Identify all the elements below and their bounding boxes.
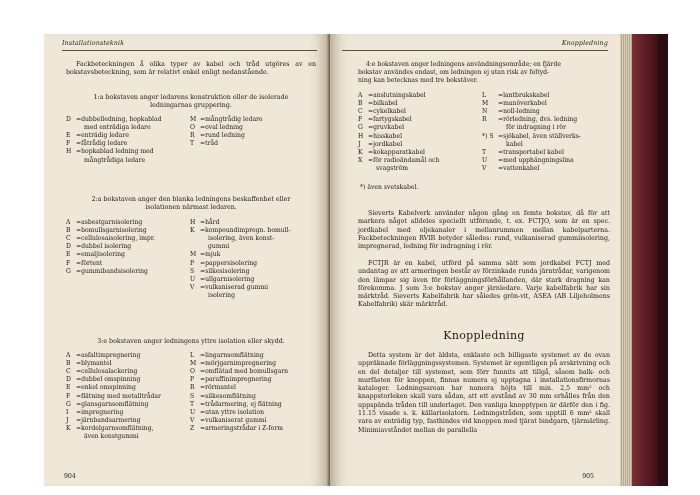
item-definition: =paraffinimpregnering: [200, 376, 272, 384]
page-number: 904: [64, 473, 76, 480]
section3-heading: 3:e bokstaven anger ledningens yttre isolation eller skydd.: [97, 338, 285, 345]
list-item: [190, 368, 288, 376]
item-key: J: [66, 416, 69, 424]
item-key: M: [190, 360, 197, 368]
item-key: S: [190, 392, 195, 400]
item-key: L: [482, 92, 487, 99]
paragraph: FCTJR är en kabel, utförd på samma sätt som jordkabel FCTJ med undantag av att armeringen består av förzinkade runda järntrådar, varigenom den lämpar sig även för förläggningsförhållanden, där stark dragning kan förekomma. J som 3:e bokstav anger järnledare. Varje kabelfabrik har sin märktråd. Sieverts Kabelfabrik har således grön-vit, ASEA (AB Liljeholmens Kabelfabrik) skär märktråd.: [358, 260, 610, 309]
list-item: [358, 100, 398, 108]
list-item-continuation: [66, 124, 151, 132]
list-item: [358, 149, 425, 157]
item-key: H: [358, 132, 364, 140]
item-definition: =silkesisolering: [200, 267, 250, 275]
item-definition: =gruvkabel: [368, 124, 405, 132]
item-key: B: [66, 227, 71, 235]
item-definition: =cykelkabel: [368, 108, 406, 116]
item-definition: =noll-ledning: [498, 108, 540, 116]
item-key: X: [358, 156, 363, 164]
item-definition: =hård: [200, 219, 220, 226]
list-item: [482, 149, 564, 157]
item-key: T: [190, 400, 195, 408]
item-key: F: [66, 259, 71, 267]
item-definition: =silkesomflätning: [200, 392, 256, 400]
list-item: [66, 384, 136, 392]
list-item: [358, 157, 439, 165]
item-definition: =hisskabel: [368, 132, 403, 140]
item-definition: även konstgummi: [84, 433, 139, 440]
list-item: [482, 165, 539, 173]
list-item: [190, 260, 257, 268]
list-item: [66, 260, 102, 268]
list-item: [66, 401, 148, 409]
list-item: [190, 132, 245, 140]
item-key: G: [66, 400, 71, 408]
left-page: [44, 34, 328, 486]
item-definition: =pappersisolering: [200, 259, 258, 267]
item-key: I: [66, 408, 69, 416]
item-key: A: [358, 92, 363, 99]
item-key: V: [482, 164, 487, 172]
list-item: [66, 116, 162, 124]
item-key: F: [66, 140, 71, 148]
book-cover-edge: [620, 28, 674, 490]
item-key: R: [190, 384, 195, 392]
intro-paragraph: Fackbeteckningen å olika typer av kabel och tråd utgöres av en bokstavsbeteckning, som är relativt enkel enligt nedanstående.: [66, 61, 316, 77]
item-key: C: [66, 235, 71, 243]
item-key: K: [358, 148, 363, 156]
item-key: *) S: [482, 132, 494, 140]
list-item: [66, 409, 123, 417]
item-key: D: [66, 116, 71, 123]
item-definition: =lingarnsomflätning: [200, 352, 264, 359]
item-key: H: [66, 148, 72, 156]
item-definition: =gummibandsisolering: [76, 267, 148, 275]
list-item: [482, 116, 577, 124]
list-item-continuation: [482, 124, 566, 132]
list-item: [66, 368, 137, 376]
item-key: R: [482, 116, 487, 124]
item-key: T: [482, 148, 487, 156]
item-key: R: [190, 132, 195, 140]
right-page: [330, 34, 620, 486]
item-definition: =dubbelledning, hopkablad: [76, 116, 162, 123]
section4-intro-line: ning kan betecknas med tre bokstäver.: [358, 77, 478, 84]
item-definition: med enträdiga ledare: [84, 124, 151, 132]
item-definition: =fartygskabel: [368, 116, 412, 124]
item-key: E: [66, 384, 71, 392]
list-item-continuation: [190, 235, 274, 243]
item-key: B: [358, 100, 363, 108]
item-key: L: [190, 352, 195, 359]
item-key: P: [190, 259, 195, 267]
item-key: C: [358, 108, 363, 116]
footnote: *) även svetskabel.: [360, 184, 419, 191]
item-definition: =mångtrådig ledare: [200, 116, 263, 123]
list-item-continuation: [190, 243, 229, 251]
item-key: E: [66, 132, 71, 140]
item-definition: =ullgarnisolering: [200, 275, 255, 283]
item-definition: =blymantel: [76, 360, 112, 368]
section1-heading-line1: 1:a bokstaven anger ledarens konstruktion eller de isolerade: [93, 94, 289, 101]
item-key: A: [66, 219, 71, 226]
list-item: [358, 116, 412, 124]
list-item: [358, 141, 402, 149]
list-item: [190, 376, 272, 384]
item-key: S: [190, 267, 195, 275]
item-definition: =för radioändamål och: [368, 156, 440, 164]
paragraph: Detta system är det äldsta, enklaste och billigaste systemet av de ovan uppräknade förläggningssystemen. Systemet är egentligen på avskrivning och en del detaljer till systemet, som förr funnits att tillgå, såsom balk- och murfästen för knoppen, finnas numera ej upptagna i installationsfirmornas kataloger. Ledningsarean har numera höjts till min. 2,5 mm² och knappstorleken skall vara sådan, att ett avstånd av 30 mm erhålles från den uppspända tråden till underlaget. Den vanliga knopptypen är därför den i fig. 11.15 visade s. k. källarisolatorn. Ledningstråden, som upptill 6 mm² skall vara av enträdig typ, fasthindes vid knoppen med tjärat bindgarn, tjärmärling. Minimiavståndet mellan de parallella: [358, 352, 610, 434]
item-key: T: [190, 140, 195, 148]
list-item: [358, 108, 406, 116]
running-header: Knoppledning: [561, 40, 608, 47]
section-title: Knoppledning: [443, 329, 525, 342]
item-key: D: [66, 376, 71, 384]
item-definition: =sjökabel, även ställverks-: [498, 132, 581, 140]
item-key: Z: [190, 424, 195, 432]
item-key: B: [66, 360, 71, 368]
page-number: 905: [582, 473, 594, 480]
list-item: [66, 219, 142, 227]
item-key: F: [66, 392, 71, 400]
item-definition: =asfaltimpregnering: [76, 352, 141, 359]
item-definition: =tråd: [200, 140, 219, 148]
item-definition: =cellulosalackering: [76, 368, 138, 376]
item-definition: =cellulosaisolering, impr.: [76, 235, 155, 243]
list-item: [66, 243, 131, 251]
list-item: [190, 227, 291, 235]
item-key: E: [66, 251, 71, 259]
section4-intro-line: 4:e bokstaven anger ledningens användningsområde; en fjärde: [366, 61, 561, 68]
item-definition: =vulkaniserat gummi: [200, 416, 267, 424]
item-definition: =enkel omspinning: [76, 384, 136, 392]
item-definition: =kokapparatkabel: [368, 148, 426, 156]
list-item: [190, 251, 220, 259]
item-definition: =glansgarnsomflätning: [76, 400, 149, 408]
list-item: [66, 393, 161, 401]
header-rule: [62, 50, 317, 51]
item-key: U: [190, 275, 196, 283]
item-definition: =rund ledning: [200, 132, 245, 140]
list-item: [190, 124, 243, 132]
list-item: [66, 235, 155, 243]
list-item: [66, 376, 140, 384]
section2-heading-line1: 2:a bokstaven anger den blanka ledningens beskaffenhet eller: [91, 196, 291, 203]
list-item-continuation: [190, 292, 235, 300]
list-item: [66, 425, 154, 433]
item-definition: =dubbel omspinning: [76, 376, 141, 384]
running-header: Installationsteknik: [62, 40, 125, 47]
list-item: [190, 393, 256, 401]
item-definition: =kompoundimpregn. bomull-: [200, 227, 291, 235]
list-item: [358, 124, 404, 132]
item-key: V: [190, 283, 195, 291]
list-item: [190, 140, 218, 148]
item-key: M: [482, 100, 489, 108]
item-definition: =bilkabel: [368, 100, 398, 108]
item-key: G: [358, 124, 363, 132]
list-item: [190, 417, 267, 425]
item-key: P: [190, 376, 195, 384]
item-definition: =mjuk: [200, 251, 221, 259]
header-rule: [342, 50, 608, 51]
item-definition: =trådarmering, ej flätning: [200, 400, 282, 408]
item-definition: =dubbel isolering: [76, 243, 132, 251]
list-item-continuation: [358, 165, 408, 173]
item-definition: =utan yttre isolation: [200, 408, 265, 416]
item-definition: =manöverkabel: [498, 100, 547, 108]
list-item: [66, 132, 129, 140]
item-key: H: [190, 219, 196, 226]
list-item: [66, 417, 141, 425]
item-definition: =omflätad med bomullsgarn: [200, 368, 289, 376]
item-key: A: [66, 352, 71, 359]
item-key: M: [190, 116, 197, 123]
list-item: [482, 100, 547, 108]
item-definition: =järnbandsarmering: [76, 416, 141, 424]
list-item: [482, 92, 549, 100]
item-key: K: [190, 227, 195, 235]
list-item: [482, 157, 574, 165]
item-key: O: [190, 124, 195, 132]
list-item: [190, 360, 276, 368]
list-item: [482, 133, 581, 141]
item-definition: =jordkabel: [368, 140, 403, 148]
item-key: G: [66, 267, 71, 275]
item-definition: för indragning i rör: [506, 124, 567, 132]
item-key: N: [482, 108, 488, 116]
item-definition: =vattenkabel: [498, 164, 540, 172]
list-item: [358, 133, 402, 141]
item-definition: =oval ledning: [200, 124, 243, 132]
item-definition: =armeringstrådar i Z-form: [200, 424, 284, 432]
item-definition: =förtent: [76, 259, 103, 267]
item-key: V: [190, 416, 195, 424]
item-definition: gummi: [208, 243, 230, 251]
item-definition: =emaljisolering: [76, 251, 125, 259]
list-item: [66, 140, 127, 148]
item-definition: svagström: [376, 164, 409, 172]
item-definition: =vulkaniserad gummi: [200, 283, 269, 291]
item-definition: isolering, även konst-: [208, 235, 275, 243]
list-item: [482, 108, 540, 116]
list-item: [66, 251, 125, 259]
item-key: O: [190, 368, 195, 376]
item-definition: =rörmantel: [200, 384, 236, 392]
list-item-continuation: [66, 433, 139, 441]
list-item: [358, 92, 426, 100]
cover-back: [658, 34, 668, 486]
item-key: U: [190, 408, 196, 416]
item-definition: =med upphängningslina: [498, 156, 574, 164]
item-definition: =mörjgarnimpregnering: [200, 360, 276, 368]
item-definition: =flätning med metalltrådar: [76, 392, 161, 400]
item-definition: mångtrådiga ledare: [84, 156, 146, 164]
item-definition: =impregnering: [76, 408, 124, 416]
item-key: F: [358, 116, 363, 124]
list-item-continuation: [482, 141, 523, 149]
list-item: [190, 268, 250, 276]
list-item: [190, 219, 219, 227]
item-key: D: [66, 243, 71, 251]
item-definition: =enträdig ledare: [76, 132, 129, 140]
list-item: [66, 268, 148, 276]
item-definition: =asbestgarnisolering: [76, 219, 143, 226]
item-definition: =lantbrukskabel: [498, 92, 550, 99]
page-block-edge: [620, 34, 632, 486]
list-item: [190, 276, 254, 284]
item-definition: =bomullsgarnisolering: [76, 227, 147, 235]
section4-intro-line: bokstav användes endast, om ledningen ej utan risk av feltyd-: [358, 69, 550, 76]
item-key: C: [66, 368, 71, 376]
list-item: [66, 148, 154, 156]
list-item: [66, 227, 147, 235]
item-definition: isolering: [208, 291, 235, 299]
item-key: M: [190, 251, 197, 259]
item-key: J: [358, 140, 361, 148]
section1-heading-line2: ledningarnas gruppering.: [150, 102, 232, 109]
cover-binding: [632, 34, 658, 486]
list-item: [190, 284, 268, 292]
list-item: [190, 401, 282, 409]
item-definition: =fåtrådig ledare: [76, 140, 128, 148]
list-item: [190, 409, 264, 417]
section2-heading-line2: isolationen närmast ledaren.: [145, 204, 237, 211]
item-definition: kabel: [506, 140, 523, 148]
paragraph: Sieverts Kabelverk använder någon gång en femte bokstav, då för att markera något alldeles speciellt utförande, t. ex. FCTJO, som är en spec. jordkabel med oljekanaler i mellanrummen mellan kabelparterna. Fackbeteckningen RVIR betyder således: rund, vulkaniserad gummiisolering, impregnerad, ledning för indragning i rör.: [358, 210, 610, 251]
list-item: [190, 116, 263, 124]
item-definition: =transportabel kabel: [498, 148, 564, 156]
list-item: [190, 384, 236, 392]
item-key: U: [482, 156, 488, 164]
item-definition: =kordelgarnsomflätning,: [76, 424, 154, 432]
list-item-continuation: [66, 157, 145, 165]
list-item: [190, 352, 264, 360]
item-definition: =anslutningskabel: [368, 92, 426, 99]
item-key: K: [66, 424, 71, 432]
item-definition: =rörledning, dvs. ledning: [498, 116, 578, 124]
list-item: [66, 352, 140, 360]
list-item: [66, 360, 112, 368]
item-definition: =hopkablad ledning med: [76, 148, 154, 156]
list-item: [190, 425, 283, 433]
